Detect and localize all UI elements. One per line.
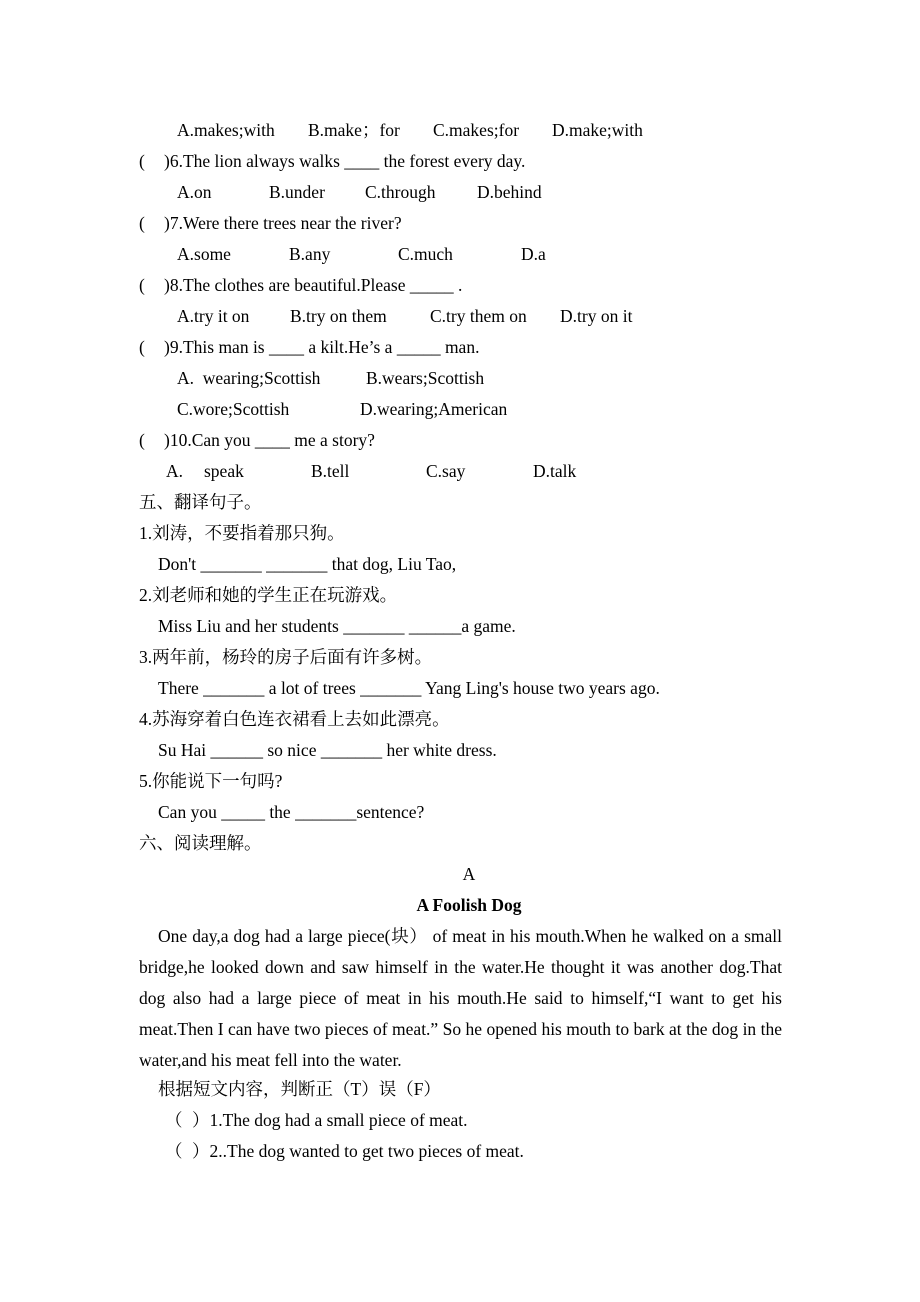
q10-option-c: C.say bbox=[426, 461, 466, 481]
q6-option-d: D.behind bbox=[477, 182, 542, 202]
q8-question: )8.The clothes are beautiful.Please _____ . bbox=[164, 275, 463, 295]
translation-4-english: Su Hai ______ so nice _______ her white dress. bbox=[158, 740, 497, 760]
translation-3-english: There _______ a lot of trees _______ Yang Ling's house two years ago. bbox=[158, 678, 660, 698]
translation-1-chinese: 1.刘涛，不要指着那只狗。 bbox=[139, 523, 345, 543]
q7-option-c: C.much bbox=[398, 244, 453, 264]
tf-2-statement: ）2..The dog wanted to get two pieces of meat. bbox=[192, 1141, 524, 1161]
q10-option-a-label: A. bbox=[166, 461, 184, 481]
q9-question: )9.This man is ____ a kilt.He’s a _____ man. bbox=[164, 337, 480, 357]
q10-option-b: B.tell bbox=[311, 461, 350, 481]
q10-answer-paren: ( bbox=[139, 430, 145, 450]
passage-text: One day,a dog had a large piece(块） of meat in his mouth.When he walked on a small bridge,he looked down and saw himself in the water.He thought it was another dog.That dog also had a large piece of meat in his mouth.He said to himself,“I want to get his meat.Then I can have two pieces of meat.” So he opened his mouth to bark at the dog in the water,and his meat fell into the water. bbox=[139, 926, 782, 1070]
section6-heading: 六、阅读理解。 bbox=[139, 833, 262, 853]
q5-option-c: C.makes;for bbox=[433, 120, 520, 140]
true-false-instruction: 根据短文内容，判断正（T）误（F） bbox=[158, 1079, 441, 1099]
q5-option-b: B.make；for bbox=[308, 120, 400, 140]
q6-option-c: C.through bbox=[365, 182, 436, 202]
q7-question: )7.Were there trees near the river? bbox=[164, 213, 402, 233]
q8-option-c: C.try them on bbox=[430, 306, 527, 326]
q8-option-d: D.try on it bbox=[560, 306, 633, 326]
q10-option-d: D.talk bbox=[533, 461, 577, 481]
q7-answer-paren: ( bbox=[139, 213, 145, 233]
q8-option-b: B.try on them bbox=[290, 306, 387, 326]
q8-answer-paren: ( bbox=[139, 275, 145, 295]
translation-2-english: Miss Liu and her students _______ ______a game. bbox=[158, 616, 516, 636]
translation-2-chinese: 2.刘老师和她的学生正在玩游戏。 bbox=[139, 585, 398, 605]
tf-1-answer-paren: （ bbox=[165, 1110, 183, 1130]
q10-question: )10.Can you ____ me a story? bbox=[164, 430, 375, 450]
q5-option-a: A.makes;with bbox=[177, 120, 275, 140]
passage-part-label: A bbox=[462, 864, 476, 884]
translation-3-chinese: 3.两年前，杨玲的房子后面有许多树。 bbox=[139, 647, 433, 667]
translation-1-english: Don't _______ _______ that dog, Liu Tao, bbox=[158, 554, 457, 574]
tf-2-answer-paren: （ bbox=[165, 1141, 183, 1161]
translation-4-chinese: 4.苏海穿着白色连衣裙看上去如此漂亮。 bbox=[139, 709, 450, 729]
q9-option-b: B.wears;Scottish bbox=[366, 368, 485, 388]
q7-option-b: B.any bbox=[289, 244, 331, 264]
q9-answer-paren: ( bbox=[139, 337, 145, 357]
q9-option-a: A. wearing;Scottish bbox=[177, 368, 321, 388]
translation-5-english: Can you _____ the _______sentence? bbox=[158, 802, 425, 822]
passage-title: A Foolish Dog bbox=[416, 895, 522, 915]
q7-option-d: D.a bbox=[521, 244, 546, 264]
q10-option-a: speak bbox=[204, 461, 244, 481]
q9-option-d: D.wearing;American bbox=[360, 399, 508, 419]
section5-heading: 五、翻译句子。 bbox=[139, 492, 262, 512]
q8-option-a: A.try it on bbox=[177, 306, 250, 326]
q6-question: )6.The lion always walks ____ the forest every day. bbox=[164, 151, 526, 171]
q6-option-a: A.on bbox=[177, 182, 212, 202]
q6-answer-paren: ( bbox=[139, 151, 145, 171]
q9-option-c: C.wore;Scottish bbox=[177, 399, 290, 419]
translation-5-chinese: 5.你能说下一句吗? bbox=[139, 771, 283, 791]
q7-option-a: A.some bbox=[177, 244, 231, 264]
tf-1-statement: ）1.The dog had a small piece of meat. bbox=[192, 1110, 468, 1130]
q5-option-d: D.make;with bbox=[552, 120, 643, 140]
q6-option-b: B.under bbox=[269, 182, 325, 202]
